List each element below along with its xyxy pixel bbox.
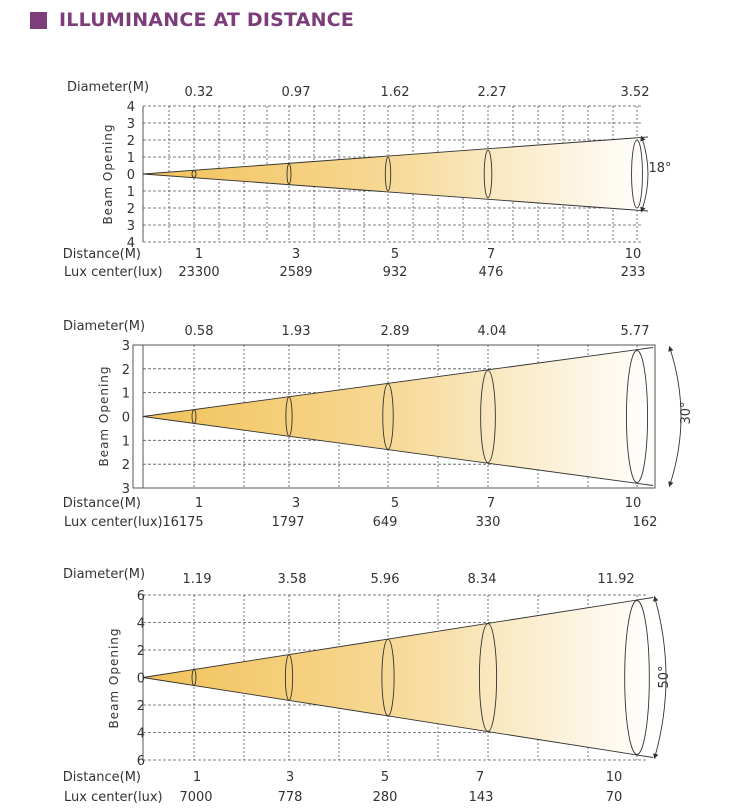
lux-value: 932 [382,265,408,280]
beam-angle-label: 50° [657,665,672,689]
beam-cone [143,598,653,758]
distance-value: 7 [486,247,496,262]
y-tick-label: 4 [136,616,145,632]
distance-label: Distance(M) [62,247,141,262]
beam-opening-label: Beam Opening [97,365,111,467]
diameter-value: 2.27 [477,85,507,100]
lux-value: 70 [605,790,623,805]
diameter-value: 1.19 [182,572,212,587]
y-tick-label: 2 [136,699,145,714]
y-tick-label: 6 [136,589,145,604]
distance-value: 10 [624,496,642,511]
y-tick-label: 0 [126,168,135,183]
lux-value: 7000 [179,790,213,805]
lux-value: 233 [620,265,646,280]
diameter-value: 1.93 [281,324,311,339]
y-tick-label: 4 [136,726,145,742]
y-tick-label: 6 [136,754,145,769]
y-tick-label: 3 [121,482,130,497]
diameter-value: 11.92 [597,572,635,587]
lux-value: 778 [277,790,303,805]
page-title: ILLUMINANCE AT DISTANCE [59,9,354,31]
diameter-value: 4.04 [477,324,507,339]
y-tick-label: 1 [126,185,135,200]
y-tick-label: 2 [126,134,135,149]
lux-value: 280 [372,790,398,805]
lux-value: 23300 [178,265,220,280]
distance-value: 7 [486,496,496,511]
beam-cone [143,348,653,486]
distance-value: 10 [605,770,623,785]
distance-value: 5 [380,770,390,785]
lux-value: 476 [478,265,504,280]
diameter-value: 0.97 [281,85,311,100]
distance-value: 10 [624,247,642,262]
lux-value: 2589 [279,265,313,280]
diameter-value: 0.32 [184,85,214,100]
lux-value: 330 [475,515,501,530]
diameter-value: 5.96 [370,572,400,587]
diagram-3 [63,567,672,805]
y-tick-label: 4 [126,100,135,115]
diameter-label: Diameter(M) [62,319,146,334]
distance-value: 5 [390,247,400,262]
diameter-value: 1.62 [380,85,410,100]
lux-center-label: Lux center(lux) [64,265,163,280]
beam-angle-label: 30° [679,401,694,425]
distance-value: 5 [390,496,400,511]
lux-center-label: Lux center(lux) [64,515,163,530]
distance-value: 1 [192,770,202,785]
diameter-value: 0.58 [184,324,214,339]
y-tick-label: 2 [136,644,145,659]
distance-label: Distance(M) [62,770,141,785]
lux-value: 1797 [271,515,305,530]
y-tick-label: 3 [121,339,130,354]
y-tick-label: 1 [121,434,130,450]
y-tick-label: 3 [126,117,135,132]
diameter-label: Diameter(M) [66,80,150,95]
diameter-value: 2.89 [380,324,410,339]
distance-value: 1 [194,496,204,511]
distance-value: 3 [285,770,295,785]
lux-center-label: Lux center(lux) [64,790,163,805]
distance-value: 7 [475,770,485,785]
y-tick-label: 2 [121,362,130,378]
lux-value: 649 [372,515,398,530]
y-tick-label: 2 [126,202,135,217]
diameter-value: 8.34 [467,572,497,587]
y-tick-label: 4 [126,236,135,251]
diameter-label: Diameter(M) [62,567,146,582]
distance-label: Distance(M) [62,496,141,511]
diameter-value: 3.52 [620,85,650,100]
y-tick-label: 2 [121,458,130,474]
lux-value: 162 [632,515,658,530]
diagram-1 [63,80,672,280]
y-tick-label: 3 [126,219,135,234]
diameter-value: 5.77 [620,324,650,339]
distance-value: 3 [291,496,301,511]
y-tick-label: 0 [136,671,145,687]
y-tick-label: 1 [126,151,135,166]
beam-angle-label: 18° [648,161,672,176]
distance-value: 1 [194,247,204,262]
beam-opening-label: Beam Opening [101,123,115,225]
distance-value: 3 [291,247,301,262]
y-tick-label: 1 [121,386,130,402]
y-tick-label: 0 [121,410,130,426]
beam-opening-label: Beam Opening [107,627,121,729]
lux-value: 143 [468,790,494,805]
diagram-2 [63,319,694,530]
lux-value: 16175 [162,515,204,530]
diameter-value: 3.58 [277,572,307,587]
